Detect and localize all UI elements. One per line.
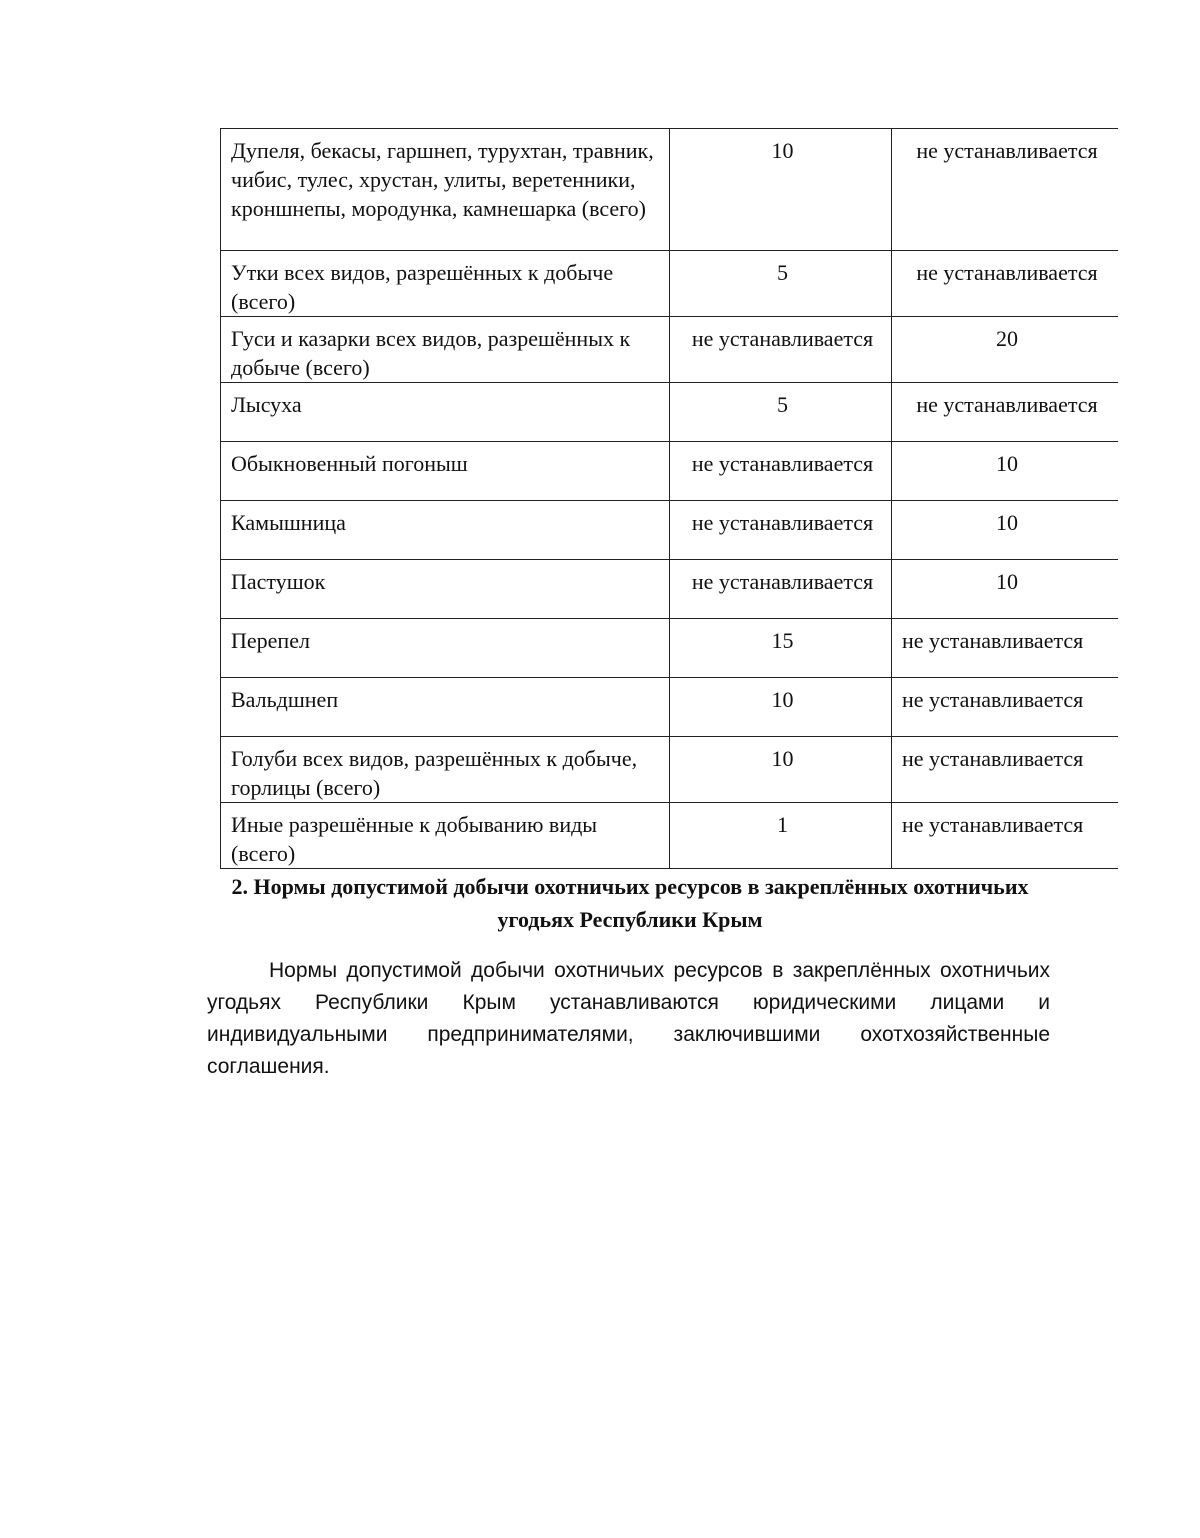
species-cell: Гуси и казарки всех видов, разрешённых к добыче (всего) bbox=[221, 317, 670, 383]
table-row bbox=[221, 501, 1119, 560]
norm-per-day-cell: 10 bbox=[670, 129, 892, 251]
table-row bbox=[221, 442, 1119, 501]
table-row bbox=[221, 737, 1119, 803]
hunting-norms-table bbox=[220, 128, 1118, 869]
norm-per-season-cell: 10 bbox=[892, 501, 1119, 560]
species-cell: Иные разрешённые к добыванию виды (всего) bbox=[221, 803, 670, 869]
table-row bbox=[221, 803, 1119, 869]
norm-per-day-cell: 5 bbox=[670, 383, 892, 442]
species-cell: Перепел bbox=[221, 619, 670, 678]
norm-per-season-cell: не устанавливается bbox=[892, 129, 1119, 251]
norm-per-season-cell: 10 bbox=[892, 442, 1119, 501]
species-cell: Голуби всех видов, разрешённых к добыче, горлицы (всего) bbox=[221, 737, 670, 803]
species-cell: Вальдшнеп bbox=[221, 678, 670, 737]
species-cell: Утки всех видов, разрешённых к добыче (всего) bbox=[221, 251, 670, 317]
norm-per-day-cell: 10 bbox=[670, 737, 892, 803]
norm-per-season-cell: не устанавливается bbox=[892, 251, 1119, 317]
species-cell: Лысуха bbox=[221, 383, 670, 442]
norm-per-day-cell: не устанавливается bbox=[670, 501, 892, 560]
norm-per-season-cell: не устанавливается bbox=[892, 678, 1119, 737]
table-row bbox=[221, 251, 1119, 317]
norm-per-season-cell: не устанавливается bbox=[892, 383, 1119, 442]
species-cell: Камышница bbox=[221, 501, 670, 560]
table-row bbox=[221, 383, 1119, 442]
section-heading: 2. Нормы допустимой добычи охотничьих ресурсов в закреплённых охотничьих угодьях Республики Крым bbox=[231, 874, 1029, 932]
section-paragraph: Нормы допустимой добычи охотничьих ресурсов в закреплённых охотничьих угодьях Республики Крым устанавливаются юридическими лицами и индивидуальными предпринимателями, заключившими охотхозяйственные соглашения. bbox=[207, 959, 1050, 1078]
table-row bbox=[221, 560, 1119, 619]
species-cell: Обыкновенный погоныш bbox=[221, 442, 670, 501]
table-row bbox=[221, 619, 1119, 678]
norm-per-day-cell: 10 bbox=[670, 678, 892, 737]
norm-per-day-cell: 15 bbox=[670, 619, 892, 678]
norm-per-day-cell: 1 bbox=[670, 803, 892, 869]
table-row bbox=[221, 317, 1119, 383]
species-cell: Пастушок bbox=[221, 560, 670, 619]
norm-per-day-cell: не устанавливается bbox=[670, 442, 892, 501]
norm-per-day-cell: 5 bbox=[670, 251, 892, 317]
norm-per-season-cell: не устанавливается bbox=[892, 737, 1119, 803]
norm-per-day-cell: не устанавливается bbox=[670, 560, 892, 619]
table-row bbox=[221, 678, 1119, 737]
norm-per-season-cell: не устанавливается bbox=[892, 619, 1119, 678]
norm-per-season-cell: 20 bbox=[892, 317, 1119, 383]
norm-per-season-cell: не устанавливается bbox=[892, 803, 1119, 869]
norm-per-season-cell: 10 bbox=[892, 560, 1119, 619]
table-row bbox=[221, 129, 1119, 251]
norm-per-day-cell: не устанавливается bbox=[670, 317, 892, 383]
species-cell: Дупеля, бекасы, гаршнеп, турухтан, травник, чибис, тулес, хрустан, улиты, веретенники, кроншнепы, мородунка, камнешарка (всего) bbox=[221, 129, 670, 251]
